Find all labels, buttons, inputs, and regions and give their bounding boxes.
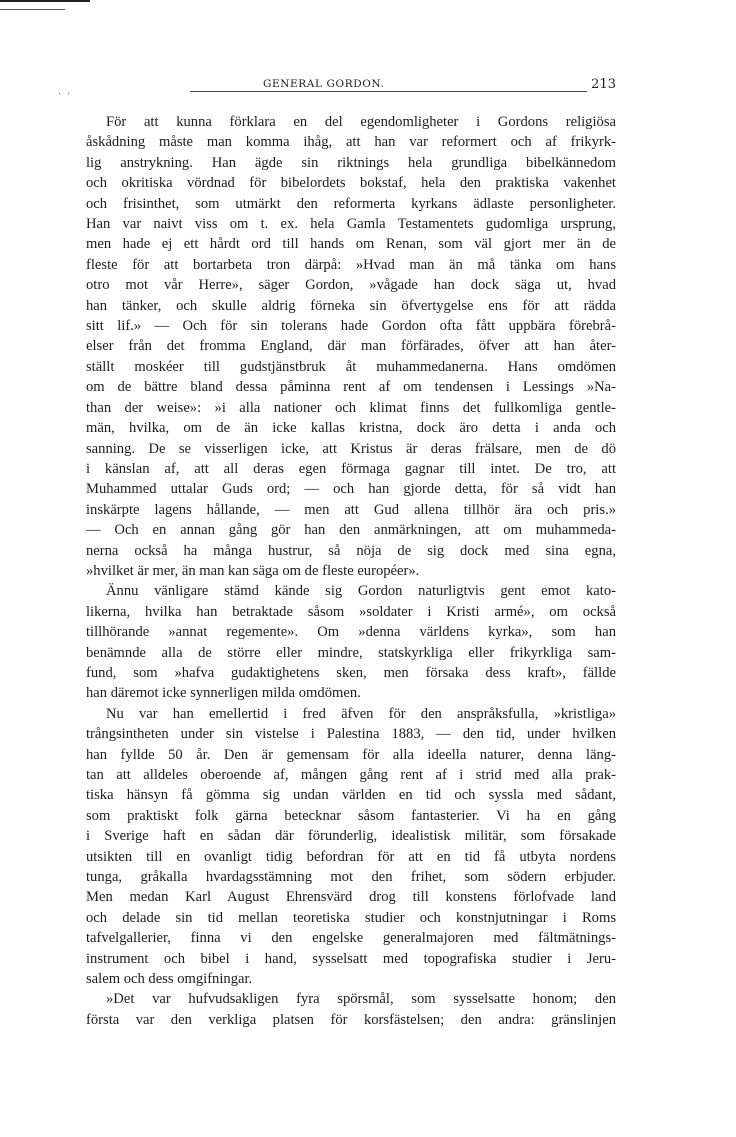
page-number: 213 — [587, 77, 616, 92]
text-line: tiska hänsyn få gömma sig undan världen en tid och syssla med sådant, — [86, 787, 616, 804]
text-line: Nu var han emellertid i fred äfven för den anspråksfulla, »kristliga» — [106, 705, 616, 722]
book-page — [58, 74, 616, 1030]
text-line: han fyllde 50 år. Den är gemensam för alla ideella naturer, denna läng- — [86, 746, 616, 763]
text-line: tillhörande »annat regemente». Om »denna världens kyrka», som han — [86, 624, 616, 641]
text-line: första var den verkliga platsen för korsfästelsen; den andra: gränslinjen — [86, 1011, 616, 1028]
top-edge-rule — [0, 0, 90, 2]
text-line: som praktiskt folk gärna betecknar såsom fantasterier. Vi ha en gång — [86, 807, 616, 824]
text-line: likerna, hvilka han betraktade såsom »soldater i Kristi armé», om också — [86, 603, 616, 620]
text-line: Han var naivt viss om t. ex. hela Gamla Testamentets gudomliga ursprung, — [86, 216, 616, 233]
text-line: elser från det fromma England, där man förfärades, öfver att han åter- — [86, 338, 616, 355]
text-line: och okritiska vördnad för bibelordets bokstaf, hela den praktiska vakenhet — [86, 175, 616, 192]
text-line: han däremot icke synnerligen milda omdömen. — [86, 685, 361, 702]
text-line: sanning. De se visserligen icke, att Kristus är deras frälsare, men de dö — [86, 440, 616, 457]
running-head-title: GENERAL GORDON. — [263, 78, 385, 90]
text-line: Muhammed uttalar Guds ord; — och han gjorde detta, för så vidt han — [86, 481, 616, 498]
text-line: fleste för att bortarbeta tron därpå: »Hvad man än må tänka om hans — [86, 256, 616, 273]
text-line: För att kunna förklara en del egendomligheter i Gordons religiösa — [106, 114, 616, 130]
text-line: Men medan Karl August Ehrensvärd drog till konstens förlofvade land — [86, 889, 616, 906]
text-line: och frisinthet, som utmärkt den reformerta kyrkans ädlaste personligheter. — [86, 195, 616, 212]
text-line: tafvelgallerier, finna vi den engelske generalmajoren med fältmätnings- — [86, 930, 616, 947]
text-line: nerna också ha många hustrur, så nöja de sig dock med sina egna, — [86, 542, 616, 559]
text-line: ställt moskéer till gudstjänstbruk åt muhammedanerna. Hans omdömen — [86, 358, 616, 375]
text-line: inskärpte lagens hållande, — men att Gud allena tillhör ära och pris.» — [86, 501, 616, 518]
text-line: tunga, gråkalla hvardagsstämning mot den frihet, som södern erbjuder. — [86, 869, 616, 886]
text-line: i känslan af, att all deras egen förmaga gagnar till intet. De tro, att — [86, 460, 616, 477]
text-line: instrument och bibel i hand, sysselsatt med topografiska studier i Jeru- — [86, 950, 616, 967]
text-line: utsikten till en ovanligt tidig befordran för att en tid få utbyta nordens — [86, 848, 616, 865]
text-line: salem och dess omgifningar. — [86, 971, 253, 988]
header-rule — [190, 91, 600, 92]
paragraph — [86, 581, 616, 703]
text-line: benämnde alla de större eller mindre, statskyrkliga eller frikyrkliga sam- — [86, 644, 616, 661]
paragraph — [86, 989, 616, 1030]
top-edge-rule-short — [0, 9, 65, 10]
text-line: i Sverige haft en sådan där förunderlig, idealistisk militär, som försakade — [86, 828, 616, 845]
paragraph — [86, 112, 616, 581]
running-head — [58, 74, 616, 97]
paragraph — [86, 704, 616, 990]
text-line: fund, som »hafva gudaktighetens sken, men försaka dess kraft», fällde — [86, 664, 616, 681]
text-line: otro mot vår Herre», säger Gordon, »vågade han dock säga ut, hvad — [86, 277, 616, 294]
text-line: om de bättre bland dessa påminna rent af om tendensen i Lessings »Na- — [86, 379, 616, 396]
text-line: men hade ej ett hårdt ord till hands om Renan, som väl gjort mer än de — [86, 236, 616, 253]
text-line: than der weise»: »i alla nationer och klimat finns det fullkomliga gentle- — [86, 399, 616, 416]
text-line: åskådning måste man komma ihåg, att han var reformert och af frikyrk- — [86, 134, 616, 151]
text-line: Ännu vänligare stämd kände sig Gordon naturligtvis gent emot kato- — [106, 583, 616, 600]
text-line: sitt lif.» — Och för sin tolerans hade Gordon ofta fått uppbära förebrå- — [86, 318, 616, 335]
body-text — [86, 112, 616, 1030]
text-line: trångsintheten under sin vistelse i Palestina 1883, — den tid, under hvilken — [86, 726, 616, 743]
text-line: tan att alldeles oberoende af, mången gång rent af i strid med alla prak- — [86, 767, 616, 783]
text-line: — Och en annan gång gör han den anmärkningen, att om muhammeda- — [86, 522, 616, 539]
text-line: och delade sin tid mellan teoretiska studier och konstnjutningar i Roms — [86, 909, 616, 926]
header-dots: .. — [58, 86, 77, 97]
text-line: lig anstrykning. Han ägde sin riktnings hela grundliga bibelkännedom — [86, 154, 616, 171]
text-line: »Det var hufvudsakligen fyra spörsmål, som sysselsatte honom; den — [106, 991, 616, 1008]
text-line: män, hvilka, om de än icke kallas kristna, dock äro detta i anda och — [86, 420, 616, 437]
text-line: »hvilket är mer, än man kan säga om de fleste européer». — [86, 562, 420, 579]
text-line: han tänker, och skulle aldrig förneka sin öfvertygelse ens för att rädda — [86, 297, 616, 314]
